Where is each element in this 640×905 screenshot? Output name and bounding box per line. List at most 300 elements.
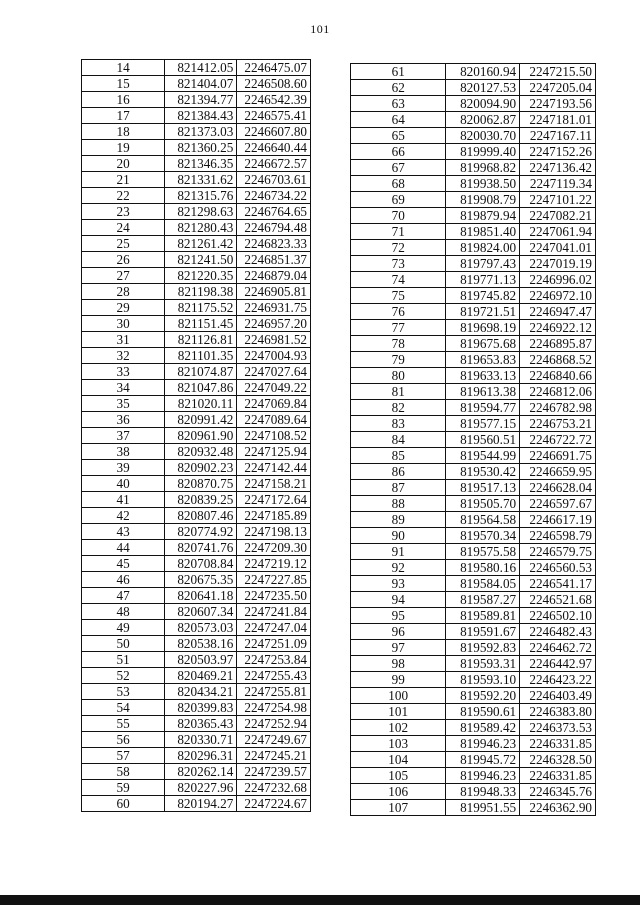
- y-coordinate-cell: 2246475.07: [237, 60, 311, 76]
- point-number-cell: 55: [82, 716, 165, 732]
- x-coordinate-cell: 819951.55: [446, 800, 520, 816]
- point-number-cell: 49: [82, 620, 165, 636]
- y-coordinate-cell: 2246840.66: [520, 368, 596, 384]
- x-coordinate-cell: 820607.34: [165, 604, 237, 620]
- point-number-cell: 58: [82, 764, 165, 780]
- y-coordinate-cell: 2246895.87: [520, 336, 596, 352]
- x-coordinate-cell: 819851.40: [446, 224, 520, 240]
- table-row: [351, 160, 596, 176]
- table-row: [82, 572, 311, 588]
- y-coordinate-cell: 2246640.44: [237, 140, 311, 156]
- y-coordinate-cell: 2246905.81: [237, 284, 311, 300]
- point-number-cell: 103: [351, 736, 446, 752]
- y-coordinate-cell: 2247181.01: [520, 112, 596, 128]
- table-row: [351, 656, 596, 672]
- point-number-cell: 72: [351, 240, 446, 256]
- y-coordinate-cell: 2247172.64: [237, 492, 311, 508]
- table-row: [82, 124, 311, 140]
- point-number-cell: 47: [82, 588, 165, 604]
- point-number-cell: 94: [351, 592, 446, 608]
- y-coordinate-cell: 2247041.01: [520, 240, 596, 256]
- y-coordinate-cell: 2247252.94: [237, 716, 311, 732]
- y-coordinate-cell: 2247142.44: [237, 460, 311, 476]
- x-coordinate-cell: 819946.23: [446, 736, 520, 752]
- point-number-cell: 90: [351, 528, 446, 544]
- point-number-cell: 83: [351, 416, 446, 432]
- point-number-cell: 80: [351, 368, 446, 384]
- y-coordinate-cell: 2246508.60: [237, 76, 311, 92]
- point-number-cell: 97: [351, 640, 446, 656]
- point-number-cell: 84: [351, 432, 446, 448]
- y-coordinate-cell: 2247241.84: [237, 604, 311, 620]
- x-coordinate-cell: 821126.81: [165, 332, 237, 348]
- x-coordinate-cell: 820160.94: [446, 64, 520, 80]
- point-number-cell: 76: [351, 304, 446, 320]
- y-coordinate-cell: 2246598.79: [520, 528, 596, 544]
- x-coordinate-cell: 819946.23: [446, 768, 520, 784]
- x-coordinate-cell: 819771.13: [446, 272, 520, 288]
- point-number-cell: 46: [82, 572, 165, 588]
- point-number-cell: 57: [82, 748, 165, 764]
- point-number-cell: 66: [351, 144, 446, 160]
- x-coordinate-cell: 820365.43: [165, 716, 237, 732]
- point-number-cell: 35: [82, 396, 165, 412]
- table-row: [351, 704, 596, 720]
- point-number-cell: 68: [351, 176, 446, 192]
- y-coordinate-cell: 2246794.48: [237, 220, 311, 236]
- x-coordinate-cell: 819938.50: [446, 176, 520, 192]
- point-number-cell: 69: [351, 192, 446, 208]
- point-number-cell: 27: [82, 268, 165, 284]
- x-coordinate-cell: 819945.72: [446, 752, 520, 768]
- page-number: 101: [310, 22, 330, 36]
- table-row: [351, 272, 596, 288]
- x-coordinate-cell: 821151.45: [165, 316, 237, 332]
- y-coordinate-cell: 2246981.52: [237, 332, 311, 348]
- point-number-cell: 30: [82, 316, 165, 332]
- x-coordinate-cell: 820194.27: [165, 796, 237, 812]
- y-coordinate-cell: 2247224.67: [237, 796, 311, 812]
- x-coordinate-cell: 820932.48: [165, 444, 237, 460]
- point-number-cell: 22: [82, 188, 165, 204]
- table-row: [82, 204, 311, 220]
- y-coordinate-cell: 2246922.12: [520, 320, 596, 336]
- y-coordinate-cell: 2246423.22: [520, 672, 596, 688]
- point-number-cell: 105: [351, 768, 446, 784]
- table-row: [82, 524, 311, 540]
- table-row: [351, 608, 596, 624]
- point-number-cell: 59: [82, 780, 165, 796]
- y-coordinate-cell: 2247198.13: [237, 524, 311, 540]
- x-coordinate-cell: 821074.87: [165, 364, 237, 380]
- table-row: [82, 92, 311, 108]
- y-coordinate-cell: 2246597.67: [520, 496, 596, 512]
- table-row: [351, 736, 596, 752]
- x-coordinate-cell: 821020.11: [165, 396, 237, 412]
- table-row: [82, 236, 311, 252]
- y-coordinate-cell: 2247193.56: [520, 96, 596, 112]
- x-coordinate-cell: 819580.16: [446, 560, 520, 576]
- y-coordinate-cell: 2246672.57: [237, 156, 311, 172]
- x-coordinate-cell: 819575.58: [446, 544, 520, 560]
- x-coordinate-cell: 819633.13: [446, 368, 520, 384]
- point-number-cell: 96: [351, 624, 446, 640]
- x-coordinate-cell: 820296.31: [165, 748, 237, 764]
- point-number-cell: 23: [82, 204, 165, 220]
- point-number-cell: 39: [82, 460, 165, 476]
- table-row: [351, 384, 596, 400]
- x-coordinate-cell: 819908.79: [446, 192, 520, 208]
- point-number-cell: 95: [351, 608, 446, 624]
- y-coordinate-cell: 2247082.21: [520, 208, 596, 224]
- y-coordinate-cell: 2246722.72: [520, 432, 596, 448]
- y-coordinate-cell: 2246521.68: [520, 592, 596, 608]
- point-number-cell: 19: [82, 140, 165, 156]
- point-number-cell: 25: [82, 236, 165, 252]
- x-coordinate-cell: 821220.35: [165, 268, 237, 284]
- y-coordinate-cell: 2246331.85: [520, 736, 596, 752]
- point-number-cell: 32: [82, 348, 165, 364]
- point-number-cell: 85: [351, 448, 446, 464]
- table-row: [351, 480, 596, 496]
- table-row: [351, 368, 596, 384]
- x-coordinate-cell: 821198.38: [165, 284, 237, 300]
- y-coordinate-cell: 2247249.67: [237, 732, 311, 748]
- point-number-cell: 16: [82, 92, 165, 108]
- y-coordinate-cell: 2246442.97: [520, 656, 596, 672]
- y-coordinate-cell: 2246362.90: [520, 800, 596, 816]
- y-coordinate-cell: 2247108.52: [237, 428, 311, 444]
- point-number-cell: 104: [351, 752, 446, 768]
- y-coordinate-cell: 2246383.80: [520, 704, 596, 720]
- table-row: [351, 512, 596, 528]
- y-coordinate-cell: 2246331.85: [520, 768, 596, 784]
- x-coordinate-cell: 819824.00: [446, 240, 520, 256]
- table-row: [82, 492, 311, 508]
- table-row: [82, 412, 311, 428]
- point-number-cell: 100: [351, 688, 446, 704]
- point-number-cell: 106: [351, 784, 446, 800]
- y-coordinate-cell: 2246753.21: [520, 416, 596, 432]
- x-coordinate-cell: 820399.83: [165, 700, 237, 716]
- table-row: [351, 256, 596, 272]
- point-number-cell: 38: [82, 444, 165, 460]
- scan-bottom-edge: [0, 895, 640, 905]
- x-coordinate-cell: 819505.70: [446, 496, 520, 512]
- x-coordinate-cell: 821412.05: [165, 60, 237, 76]
- x-coordinate-cell: 819675.68: [446, 336, 520, 352]
- table-row: [351, 128, 596, 144]
- point-number-cell: 14: [82, 60, 165, 76]
- point-number-cell: 98: [351, 656, 446, 672]
- y-coordinate-cell: 2246782.98: [520, 400, 596, 416]
- x-coordinate-cell: 819593.31: [446, 656, 520, 672]
- table-row: [82, 268, 311, 284]
- table-row: [351, 336, 596, 352]
- table-row: [82, 188, 311, 204]
- table-row: [82, 508, 311, 524]
- point-number-cell: 78: [351, 336, 446, 352]
- y-coordinate-cell: 2246541.17: [520, 576, 596, 592]
- point-number-cell: 48: [82, 604, 165, 620]
- x-coordinate-cell: 819968.82: [446, 160, 520, 176]
- x-coordinate-cell: 820227.96: [165, 780, 237, 796]
- y-coordinate-cell: 2246868.52: [520, 352, 596, 368]
- point-number-cell: 73: [351, 256, 446, 272]
- table-row: [351, 144, 596, 160]
- point-number-cell: 56: [82, 732, 165, 748]
- table-row: [82, 300, 311, 316]
- table-row: [82, 604, 311, 620]
- table-row: [351, 720, 596, 736]
- table-row: [82, 652, 311, 668]
- y-coordinate-cell: 2247158.21: [237, 476, 311, 492]
- y-coordinate-cell: 2247232.68: [237, 780, 311, 796]
- point-number-cell: 17: [82, 108, 165, 124]
- point-number-cell: 33: [82, 364, 165, 380]
- point-number-cell: 63: [351, 96, 446, 112]
- x-coordinate-cell: 821404.07: [165, 76, 237, 92]
- point-number-cell: 21: [82, 172, 165, 188]
- x-coordinate-cell: 820774.92: [165, 524, 237, 540]
- point-number-cell: 70: [351, 208, 446, 224]
- y-coordinate-cell: 2247255.43: [237, 668, 311, 684]
- y-coordinate-cell: 2247209.30: [237, 540, 311, 556]
- point-number-cell: 82: [351, 400, 446, 416]
- table-row: [351, 752, 596, 768]
- x-coordinate-cell: 819589.81: [446, 608, 520, 624]
- x-coordinate-cell: 819797.43: [446, 256, 520, 272]
- y-coordinate-cell: 2246764.65: [237, 204, 311, 220]
- x-coordinate-cell: 821394.77: [165, 92, 237, 108]
- y-coordinate-cell: 2247219.12: [237, 556, 311, 572]
- point-number-cell: 107: [351, 800, 446, 816]
- point-number-cell: 34: [82, 380, 165, 396]
- table-row: [351, 768, 596, 784]
- x-coordinate-cell: 821175.52: [165, 300, 237, 316]
- table-row: [82, 780, 311, 796]
- table-row: [351, 240, 596, 256]
- point-number-cell: 60: [82, 796, 165, 812]
- point-number-cell: 87: [351, 480, 446, 496]
- table-row: [351, 416, 596, 432]
- table-row: [82, 796, 311, 812]
- table-row: [351, 784, 596, 800]
- table-row: [82, 140, 311, 156]
- x-coordinate-cell: 819879.94: [446, 208, 520, 224]
- y-coordinate-cell: 2246575.41: [237, 108, 311, 124]
- table-row: [82, 732, 311, 748]
- table-row: [82, 332, 311, 348]
- table-row: [351, 208, 596, 224]
- x-coordinate-cell: 820538.16: [165, 636, 237, 652]
- y-coordinate-cell: 2247215.50: [520, 64, 596, 80]
- point-number-cell: 86: [351, 464, 446, 480]
- y-coordinate-cell: 2246879.04: [237, 268, 311, 284]
- y-coordinate-cell: 2247089.64: [237, 412, 311, 428]
- x-coordinate-cell: 819653.83: [446, 352, 520, 368]
- table-row: [82, 220, 311, 236]
- x-coordinate-cell: 820469.21: [165, 668, 237, 684]
- point-number-cell: 62: [351, 80, 446, 96]
- y-coordinate-cell: 2246607.80: [237, 124, 311, 140]
- point-number-cell: 40: [82, 476, 165, 492]
- x-coordinate-cell: 819591.67: [446, 624, 520, 640]
- table-row: [82, 364, 311, 380]
- x-coordinate-cell: 820675.35: [165, 572, 237, 588]
- x-coordinate-cell: 819577.15: [446, 416, 520, 432]
- point-number-cell: 92: [351, 560, 446, 576]
- point-number-cell: 41: [82, 492, 165, 508]
- point-number-cell: 52: [82, 668, 165, 684]
- x-coordinate-cell: 820807.46: [165, 508, 237, 524]
- x-coordinate-cell: 821261.42: [165, 236, 237, 252]
- table-row: [351, 448, 596, 464]
- y-coordinate-cell: 2247185.89: [237, 508, 311, 524]
- point-number-cell: 37: [82, 428, 165, 444]
- table-row: [351, 688, 596, 704]
- table-row: [82, 316, 311, 332]
- y-coordinate-cell: 2246823.33: [237, 236, 311, 252]
- x-coordinate-cell: 819530.42: [446, 464, 520, 480]
- table-row: [82, 716, 311, 732]
- point-number-cell: 53: [82, 684, 165, 700]
- y-coordinate-cell: 2246957.20: [237, 316, 311, 332]
- point-number-cell: 74: [351, 272, 446, 288]
- x-coordinate-cell: 819593.10: [446, 672, 520, 688]
- table-row: [82, 556, 311, 572]
- y-coordinate-cell: 2246659.95: [520, 464, 596, 480]
- point-number-cell: 65: [351, 128, 446, 144]
- x-coordinate-cell: 819698.19: [446, 320, 520, 336]
- table-row: [82, 380, 311, 396]
- x-coordinate-cell: 821346.35: [165, 156, 237, 172]
- x-coordinate-cell: 819999.40: [446, 144, 520, 160]
- x-coordinate-cell: 820434.21: [165, 684, 237, 700]
- table-row: [351, 432, 596, 448]
- x-coordinate-cell: 820902.23: [165, 460, 237, 476]
- y-coordinate-cell: 2246628.04: [520, 480, 596, 496]
- x-coordinate-cell: 819564.58: [446, 512, 520, 528]
- x-coordinate-cell: 819584.05: [446, 576, 520, 592]
- table-row: [351, 544, 596, 560]
- table-row: [351, 576, 596, 592]
- point-number-cell: 101: [351, 704, 446, 720]
- point-number-cell: 43: [82, 524, 165, 540]
- x-coordinate-cell: 821373.03: [165, 124, 237, 140]
- point-number-cell: 102: [351, 720, 446, 736]
- table-row: [82, 108, 311, 124]
- x-coordinate-cell: 821280.43: [165, 220, 237, 236]
- table-row: [82, 476, 311, 492]
- y-coordinate-cell: 2246373.53: [520, 720, 596, 736]
- table-row: [82, 284, 311, 300]
- y-coordinate-cell: 2247239.57: [237, 764, 311, 780]
- y-coordinate-cell: 2247245.21: [237, 748, 311, 764]
- table-row: [82, 348, 311, 364]
- table-row: [351, 496, 596, 512]
- x-coordinate-cell: 821331.62: [165, 172, 237, 188]
- table-row: [351, 800, 596, 816]
- table-row: [351, 112, 596, 128]
- table-row: [351, 592, 596, 608]
- table-row: [82, 668, 311, 684]
- point-number-cell: 71: [351, 224, 446, 240]
- x-coordinate-cell: 819570.34: [446, 528, 520, 544]
- x-coordinate-cell: 821298.63: [165, 204, 237, 220]
- x-coordinate-cell: 820030.70: [446, 128, 520, 144]
- x-coordinate-cell: 819590.61: [446, 704, 520, 720]
- table-row: [351, 80, 596, 96]
- point-number-cell: 75: [351, 288, 446, 304]
- coordinates-table-left: [81, 59, 311, 812]
- table-row: [351, 320, 596, 336]
- y-coordinate-cell: 2246703.61: [237, 172, 311, 188]
- y-coordinate-cell: 2247235.50: [237, 588, 311, 604]
- y-coordinate-cell: 2246617.19: [520, 512, 596, 528]
- x-coordinate-cell: 821384.43: [165, 108, 237, 124]
- x-coordinate-cell: 820127.53: [446, 80, 520, 96]
- table-row: [82, 60, 311, 76]
- table-row: [82, 764, 311, 780]
- table-row: [351, 464, 596, 480]
- x-coordinate-cell: 820641.18: [165, 588, 237, 604]
- y-coordinate-cell: 2247027.64: [237, 364, 311, 380]
- x-coordinate-cell: 821315.76: [165, 188, 237, 204]
- point-number-cell: 42: [82, 508, 165, 524]
- y-coordinate-cell: 2246734.22: [237, 188, 311, 204]
- point-number-cell: 18: [82, 124, 165, 140]
- y-coordinate-cell: 2246691.75: [520, 448, 596, 464]
- table-row: [82, 396, 311, 412]
- y-coordinate-cell: 2246812.06: [520, 384, 596, 400]
- y-coordinate-cell: 2247253.84: [237, 652, 311, 668]
- table-row: [82, 636, 311, 652]
- x-coordinate-cell: 820708.84: [165, 556, 237, 572]
- point-number-cell: 44: [82, 540, 165, 556]
- y-coordinate-cell: 2247004.93: [237, 348, 311, 364]
- table-row: [82, 172, 311, 188]
- table-row: [351, 96, 596, 112]
- x-coordinate-cell: 819560.51: [446, 432, 520, 448]
- x-coordinate-cell: 819948.33: [446, 784, 520, 800]
- y-coordinate-cell: 2247019.19: [520, 256, 596, 272]
- point-number-cell: 24: [82, 220, 165, 236]
- y-coordinate-cell: 2247255.81: [237, 684, 311, 700]
- table-row: [82, 460, 311, 476]
- y-coordinate-cell: 2247049.22: [237, 380, 311, 396]
- point-number-cell: 67: [351, 160, 446, 176]
- x-coordinate-cell: 820503.97: [165, 652, 237, 668]
- point-number-cell: 28: [82, 284, 165, 300]
- table-row: [82, 444, 311, 460]
- x-coordinate-cell: 821047.86: [165, 380, 237, 396]
- table-row: [351, 624, 596, 640]
- table-row: [82, 588, 311, 604]
- table-row: [351, 64, 596, 80]
- x-coordinate-cell: 819613.38: [446, 384, 520, 400]
- table-row: [351, 352, 596, 368]
- table-row: [82, 620, 311, 636]
- y-coordinate-cell: 2247101.22: [520, 192, 596, 208]
- y-coordinate-cell: 2247227.85: [237, 572, 311, 588]
- table-row: [82, 252, 311, 268]
- y-coordinate-cell: 2246462.72: [520, 640, 596, 656]
- x-coordinate-cell: 819721.51: [446, 304, 520, 320]
- y-coordinate-cell: 2246996.02: [520, 272, 596, 288]
- table-row: [351, 400, 596, 416]
- point-number-cell: 51: [82, 652, 165, 668]
